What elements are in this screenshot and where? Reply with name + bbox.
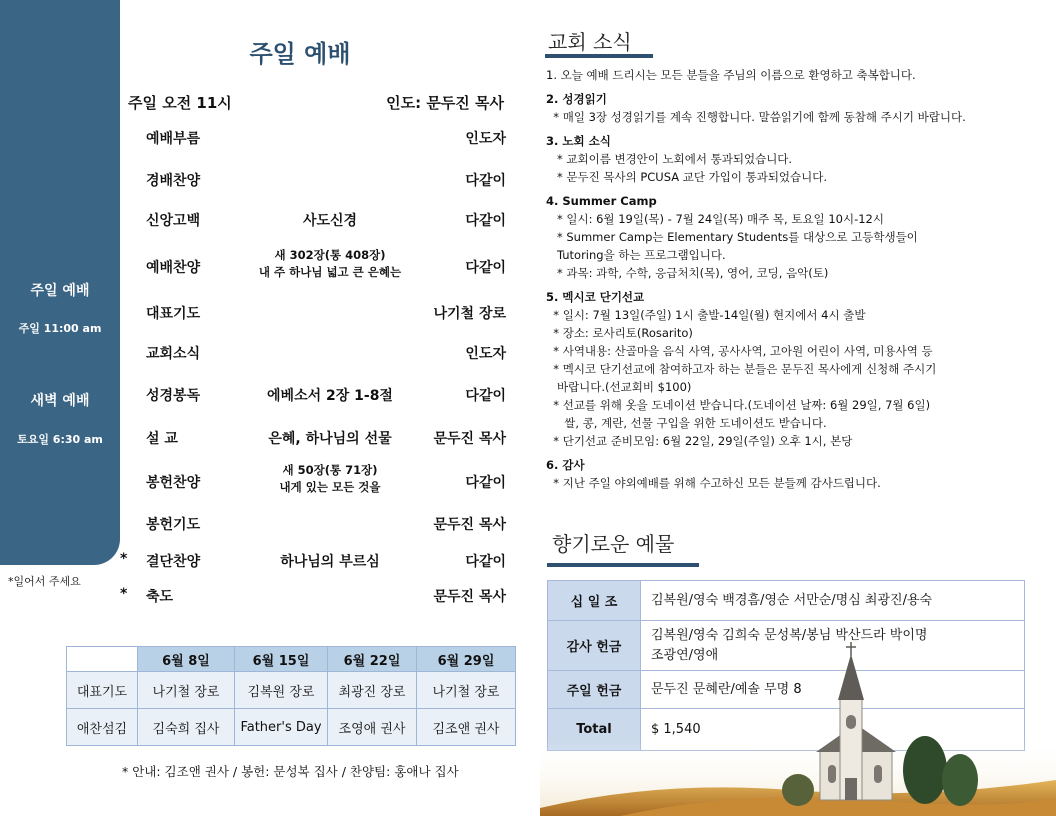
worship-title: 주일 예배 <box>249 40 351 68</box>
worship-leader: 인도: 문두진 목사 <box>386 94 504 112</box>
order-leader: 다같이 <box>465 554 506 570</box>
offering-value-line: 김복원/영숙 백경흠/영순 서만순/명심 최광진/용숙 <box>651 592 933 608</box>
duty-note: * 안내: 김조앤 권사 / 봉헌: 문성복 집사 / 찬양팀: 홍애나 집사 <box>122 764 459 779</box>
order-item: 예배찬양 <box>146 260 201 276</box>
duty-cell: 최광진 장로 <box>328 672 417 709</box>
news-title: 교회 소식 <box>548 30 632 54</box>
order-leader: 다같이 <box>465 213 506 229</box>
news-line: Tutoring을 하는 프로그램입니다. <box>546 248 726 262</box>
worship-label: 주일 예배 <box>30 283 90 299</box>
offering-value-line: 문두진 문혜란/예솔 무명 8 <box>651 681 802 697</box>
duty-cell: 김조앤 권사 <box>417 709 516 746</box>
order-detail <box>220 247 440 281</box>
offering-value <box>641 581 1025 621</box>
news-line: * 일시: 6월 19일(목) - 7월 24일(목) 매주 목, 토요일 10시-12시 <box>546 212 884 226</box>
news-line: * 선교를 위해 옷을 도네이션 받습니다.(도네이션 날짜: 6월 29일, 7월 6일) <box>546 398 931 412</box>
offering-label: Total <box>548 709 641 751</box>
order-item: 교회소식 <box>146 346 201 362</box>
duty-table <box>66 646 516 746</box>
news-heading: 5. 멕시코 단기선교 <box>546 290 645 304</box>
order-leader: 문두진 목사 <box>433 589 506 605</box>
offering-label: 십 일 조 <box>548 581 641 621</box>
church-scene-image <box>540 640 1056 816</box>
news-line: 바랍니다.(선교회비 $100) <box>546 380 692 394</box>
news-underline <box>545 54 653 58</box>
news-line: * 단기선교 준비모임: 6월 22일, 29일(주일) 오후 1시, 본당 <box>546 434 853 448</box>
order-detail: 에베소서 2장 1-8절 <box>267 388 393 404</box>
order-item: 성경봉독 <box>146 388 201 404</box>
order-leader: 다같이 <box>465 388 506 404</box>
news-line: 쌀, 콩, 계란, 선물 구입을 위한 도네이션도 받습니다. <box>546 416 827 430</box>
order-detail: 사도신경 <box>302 213 358 229</box>
news-line: * 문두진 목사의 PCUSA 교단 가입이 통과되었습니다. <box>546 170 828 184</box>
order-detail <box>220 462 440 496</box>
order-leader: 나기철 장로 <box>433 306 506 322</box>
duty-cell: 나기철 장로 <box>417 672 516 709</box>
order-leader: 다같이 <box>465 173 506 189</box>
dawn-label: 새벽 예배 <box>30 393 90 409</box>
duty-cell: 김복원 장로 <box>235 672 328 709</box>
duty-date: 6월 15일 <box>235 647 328 672</box>
duty-corner <box>67 647 138 672</box>
news-line: * 일시: 7월 13일(주일) 1시 출발-14일(월) 현지에서 4시 출발 <box>546 308 866 322</box>
order-detail-line: 새 50장(통 71장) <box>282 463 378 477</box>
duty-row-label: 애찬섬김 <box>67 709 138 746</box>
offering-value-line: 김복원/영숙 김희숙 문성복/봉님 박산드라 박이명 <box>651 627 928 643</box>
duty-date: 6월 29일 <box>417 647 516 672</box>
stand-marker: * <box>120 551 128 567</box>
order-detail-line: 내게 있는 모든 것을 <box>279 480 381 494</box>
duty-cell: Father's Day <box>235 709 328 746</box>
news-heading: 6. 감사 <box>546 458 585 472</box>
offering-underline <box>547 563 699 567</box>
order-detail-line: 내 주 하나님 넓고 큰 은혜는 <box>258 265 402 279</box>
duty-row-label: 대표기도 <box>67 672 138 709</box>
news-line: * 멕시코 단기선교에 참여하고자 하는 분들은 문두진 목사에게 신청해 주시기 <box>546 362 937 376</box>
offering-label: 주일 헌금 <box>548 671 641 709</box>
news-heading: 3. 노회 소식 <box>546 134 611 148</box>
order-detail: 하나님의 부르심 <box>280 554 380 570</box>
stand-note: *일어서 주세요 <box>8 575 81 588</box>
order-item: 신앙고백 <box>146 213 201 229</box>
news-heading: 2. 성경읽기 <box>546 92 607 106</box>
news-line: * Summer Camp는 Elementary Students를 대상으로 고등학생들이 <box>546 230 918 244</box>
order-detail: 은혜, 하나님의 선물 <box>268 431 392 447</box>
news-line: * 과목: 과학, 수학, 응급처치(목), 영어, 코딩, 음악(토) <box>546 266 829 280</box>
news-line: 1. 오늘 예배 드리시는 모든 분들을 주님의 이름으로 환영하고 축복합니다. <box>546 68 916 82</box>
dawn-time: 토요일 6:30 am <box>17 433 103 446</box>
offering-value-line: $ 1,540 <box>651 721 701 737</box>
worship-time-line: 주일 오전 11시 <box>128 94 232 112</box>
duty-cell: 김숙희 집사 <box>138 709 235 746</box>
order-detail-line: 새 302장(통 408장) <box>274 248 386 262</box>
order-leader: 다같이 <box>465 260 506 276</box>
offering-label: 감사 헌금 <box>548 621 641 671</box>
offering-title: 향기로운 예물 <box>552 532 675 556</box>
order-item: 봉헌찬양 <box>146 475 201 491</box>
offering-value-line: 조광연/영애 <box>651 647 719 663</box>
order-item: 설 교 <box>146 431 178 447</box>
order-leader: 다같이 <box>465 475 506 491</box>
side-tab <box>0 0 120 565</box>
news-line: * 교회이름 변경안이 노회에서 통과되었습니다. <box>546 152 793 166</box>
order-item: 결단찬양 <box>146 554 201 570</box>
duty-date: 6월 8일 <box>138 647 235 672</box>
news-line: * 장소: 로사리토(Rosarito) <box>546 326 693 340</box>
order-item: 예배부름 <box>146 131 201 147</box>
order-leader: 인도자 <box>465 131 506 147</box>
duty-cell: 나기철 장로 <box>138 672 235 709</box>
stand-marker: * <box>120 586 128 602</box>
order-item: 축도 <box>146 589 174 605</box>
order-leader: 문두진 목사 <box>433 431 506 447</box>
order-item: 경배찬양 <box>146 173 201 189</box>
order-item: 대표기도 <box>146 306 201 322</box>
order-leader: 문두진 목사 <box>433 517 506 533</box>
news-line: * 매일 3장 성경읽기를 계속 진행합니다. 말씀읽기에 함께 동참해 주시기 바랍니다. <box>546 110 966 124</box>
worship-time: 주일 11:00 am <box>18 322 102 335</box>
duty-cell: 조영애 권사 <box>328 709 417 746</box>
order-item: 봉헌기도 <box>146 517 201 533</box>
order-leader: 인도자 <box>465 346 506 362</box>
duty-date: 6월 22일 <box>328 647 417 672</box>
news-line: * 지난 주일 야외예배를 위해 수고하신 모든 분들께 감사드립니다. <box>546 476 881 490</box>
news-line: * 사역내용: 산골마을 음식 사역, 공사사역, 고아원 어린이 사역, 미용사역 등 <box>546 344 933 358</box>
news-heading: 4. Summer Camp <box>546 194 657 208</box>
